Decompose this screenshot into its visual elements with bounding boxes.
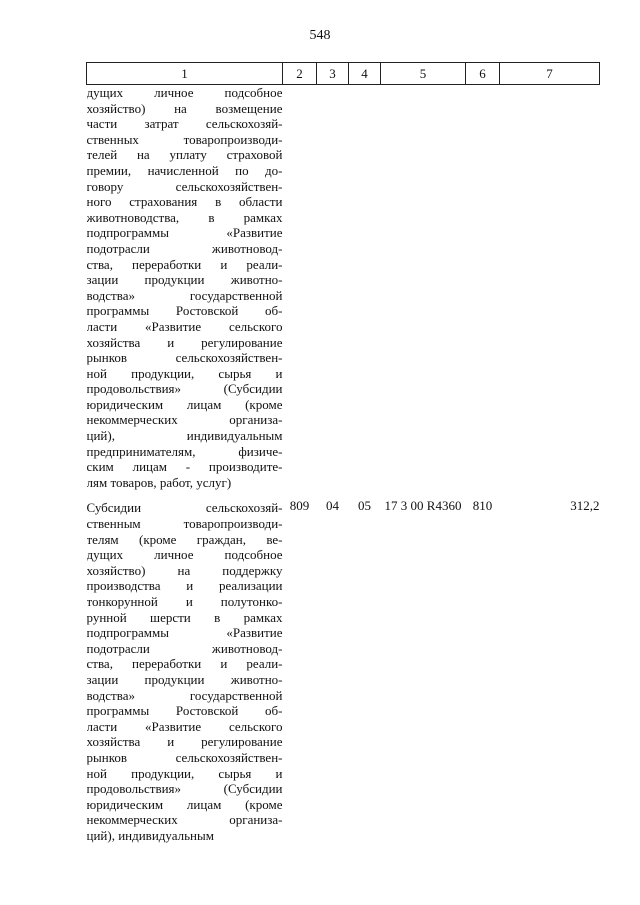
- table-header: [87, 63, 600, 85]
- amount-value: 312,2: [570, 498, 600, 514]
- expense-type-code: 810: [472, 498, 493, 514]
- description-line: программы Ростовской об-: [86, 303, 283, 319]
- description-line: рынков сельскохозяйствен-: [86, 350, 283, 366]
- description-line: подпрограммы «Развитие: [86, 225, 283, 241]
- description-line: дущих личное подсобное: [86, 547, 283, 563]
- table-row: [87, 85, 600, 499]
- budget-table: [86, 62, 600, 844]
- description-line: хозяйства и регулирование: [86, 334, 283, 350]
- description-line: тонкорунной и полутонко-: [86, 594, 283, 609]
- subsection-code: [349, 85, 381, 499]
- table-body: [87, 85, 600, 844]
- page-number: 548: [309, 28, 331, 43]
- column-header-1: 1: [87, 63, 283, 85]
- subsection-code: 05: [358, 498, 371, 514]
- description-line: некоммерческих организа-: [86, 412, 283, 428]
- column-header-3: 3: [317, 63, 349, 85]
- description-line: ственным товаропроизводи-: [86, 516, 283, 532]
- description-line: предпринимателям, физиче-: [86, 443, 283, 459]
- description-line: ций), индивидуальным: [86, 827, 214, 843]
- description-line: говору сельскохозяйствен-: [86, 178, 283, 194]
- description-line: ским лицам - производите-: [86, 459, 283, 475]
- section-code: [317, 85, 349, 499]
- description-line: подпрограммы «Развитие: [86, 625, 283, 641]
- description-line: подотрасли животновод-: [86, 240, 283, 256]
- amount-value: [500, 85, 600, 499]
- description-line: юридическим лицам (кроме: [86, 796, 283, 812]
- description-line: ства, переработки и реали-: [86, 256, 283, 272]
- column-header-5: 5: [381, 63, 466, 85]
- description-line: подотрасли животновод-: [86, 640, 283, 656]
- target-article-code: 17 3 00 R4360: [384, 498, 462, 514]
- description-line: некоммерческих организа-: [86, 812, 283, 828]
- description-line: дущих личное подсобное: [86, 85, 283, 100]
- description-line: ций), индивидуальным: [86, 428, 283, 444]
- column-header-6: 6: [466, 63, 500, 85]
- description-line: ного страхования в области: [86, 194, 283, 210]
- description-line: рынков сельскохозяйствен-: [86, 749, 283, 765]
- description-line: ной продукции, сырья и: [86, 765, 283, 781]
- row-description: [87, 85, 283, 499]
- description-line: продовольствия» (Субсидии: [86, 781, 283, 797]
- description-line: зации продукции животно-: [86, 272, 283, 288]
- header-row: [87, 63, 600, 85]
- description-line: водства» государственной: [86, 687, 283, 703]
- description-line: телей на уплату страховой: [86, 147, 283, 163]
- description-line: ственных товаропроизводи-: [86, 131, 283, 147]
- column-header-7: 7: [500, 63, 600, 85]
- description-line: производства и реализации: [86, 578, 283, 594]
- description-line: ласти «Развитие сельского: [86, 718, 283, 734]
- description-line: ласти «Развитие сельского: [86, 318, 283, 334]
- column-header-4: 4: [349, 63, 381, 85]
- section-code: 04: [326, 498, 339, 514]
- row-description: [87, 498, 283, 843]
- description-line: Субсидии сельскохозяй-: [86, 500, 283, 516]
- description-line: ства, переработки и реали-: [86, 656, 283, 672]
- description-line: водства» государственной: [86, 287, 283, 303]
- ministry-code: [283, 85, 317, 499]
- table-row: [87, 498, 600, 843]
- expense-type-code: [466, 85, 500, 499]
- description-line: телям (кроме граждан, ве-: [86, 531, 283, 547]
- description-line: юридическим лицам (кроме: [86, 396, 283, 412]
- description-line: зации продукции животно-: [86, 671, 283, 687]
- column-header-2: 2: [283, 63, 317, 85]
- description-line: хозяйство) на поддержку: [86, 562, 283, 578]
- description-line: премии, начисленной по до-: [86, 162, 283, 178]
- description-line: хозяйство) на возмещение: [86, 100, 283, 116]
- description-line: животноводства, в рамках: [86, 209, 283, 225]
- description-line: хозяйства и регулирование: [86, 734, 283, 750]
- description-line: части затрат сельскохозяй-: [86, 116, 283, 132]
- target-article-code: [381, 85, 466, 499]
- description-line: программы Ростовской об-: [86, 703, 283, 719]
- ministry-code: 809: [289, 498, 310, 514]
- description-line: рунной шерсти в рамках: [86, 609, 283, 625]
- description-line: лям товаров, работ, услуг): [86, 474, 232, 490]
- description-line: продовольствия» (Субсидии: [86, 381, 283, 397]
- description-line: ной продукции, сырья и: [86, 365, 283, 381]
